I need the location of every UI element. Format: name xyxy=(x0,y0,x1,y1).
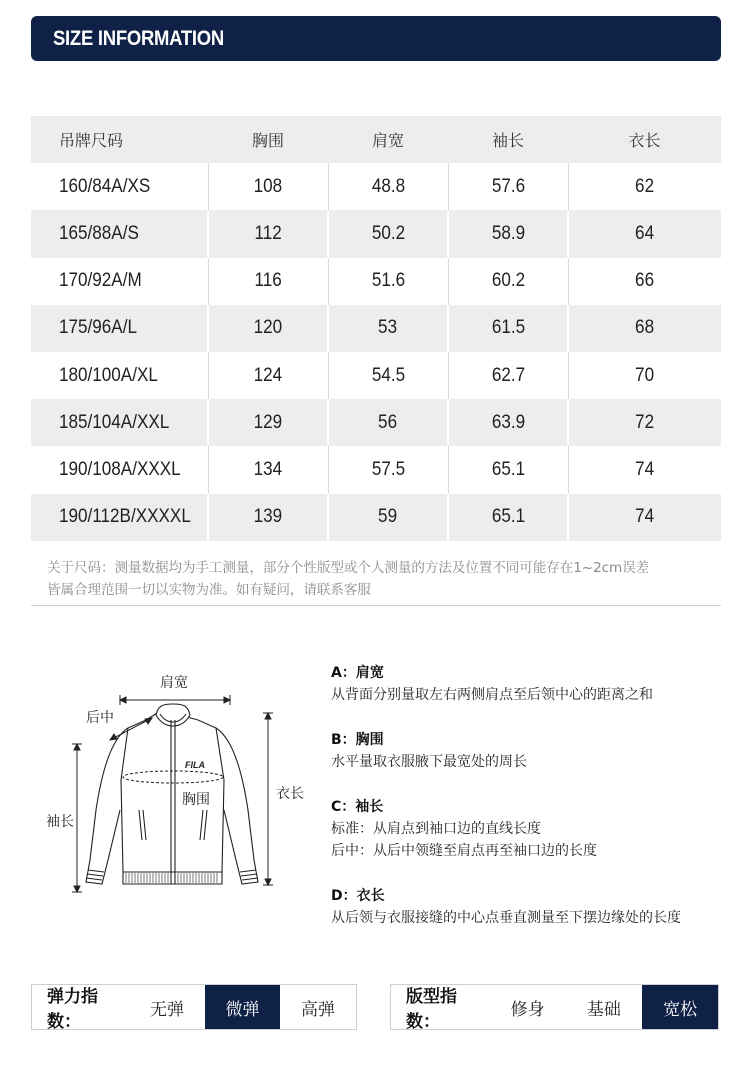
size-info-banner xyxy=(31,16,721,61)
fila-logo: FILA xyxy=(185,760,205,770)
chest-label: 胸围 xyxy=(182,792,210,808)
fit-label: 版型指数： xyxy=(406,987,457,1032)
cell-sleeve xyxy=(448,446,568,493)
cell-chest xyxy=(208,399,328,446)
cell-shoulder xyxy=(328,494,448,541)
cell-length xyxy=(568,163,721,210)
cell-value: 129 xyxy=(253,411,283,433)
cell-length xyxy=(568,305,721,352)
table-row xyxy=(31,352,721,399)
cell-value: 62.7 xyxy=(491,364,525,386)
cell-value: 190/112B/XXXXL xyxy=(59,506,191,528)
cell-value: 190/108A/XXXL xyxy=(59,458,181,480)
note-line-2: 皆属合理范围一切以实物为准。如有疑问，请联系客服 xyxy=(47,582,371,598)
elasticity-option-high[interactable]: 高弹 xyxy=(301,999,335,1020)
definition-sleeve xyxy=(331,796,731,862)
cell-chest xyxy=(208,446,328,493)
elasticity-label: 弹力指数： xyxy=(47,987,98,1032)
definition-text: 后中：从后中领缝至肩点再至袖口边的长度 xyxy=(331,843,597,859)
cell-sleeve xyxy=(448,258,568,305)
cell-value: 170/92A/M xyxy=(59,270,142,292)
cell-shoulder xyxy=(328,258,448,305)
cell-value: 53 xyxy=(378,317,398,339)
cell-value: 74 xyxy=(635,458,655,480)
cell-shoulder xyxy=(328,446,448,493)
cell-value: 60.2 xyxy=(491,270,525,292)
header-chest: 胸围 xyxy=(208,116,328,163)
cell-value: 74 xyxy=(635,506,655,528)
header-sleeve: 袖长 xyxy=(448,116,568,163)
cell-length xyxy=(568,446,721,493)
cell-value: 124 xyxy=(253,364,283,386)
cell-chest xyxy=(208,163,328,210)
cell-value: 64 xyxy=(635,222,655,244)
cell-shoulder xyxy=(328,399,448,446)
cell-sleeve xyxy=(448,163,568,210)
definition-text: 标准：从肩点到袖口边的直线长度 xyxy=(331,821,541,837)
back-center-label: 后中 xyxy=(86,710,114,726)
shoulder-label: 肩宽 xyxy=(160,675,188,691)
cell-value: 62 xyxy=(635,175,655,197)
header-shoulder: 肩宽 xyxy=(328,116,448,163)
cell-value: 70 xyxy=(635,364,655,386)
fit-option-slim[interactable]: 修身 xyxy=(510,999,545,1020)
cell-size xyxy=(31,399,208,446)
cell-value: 57.5 xyxy=(371,458,405,480)
cell-value: 185/104A/XXL xyxy=(59,411,170,433)
cell-value: 50.2 xyxy=(371,222,405,244)
cell-value: 134 xyxy=(253,458,283,480)
cell-value: 175/96A/L xyxy=(59,317,137,339)
definition-text: 从后领与衣服接缝的中心点垂直测量至下摆边缘处的长度 xyxy=(331,910,681,926)
cell-size xyxy=(31,163,208,210)
elasticity-index xyxy=(31,984,357,1030)
cell-chest xyxy=(208,494,328,541)
fit-option-regular[interactable]: 基础 xyxy=(586,999,621,1020)
cell-length xyxy=(568,258,721,305)
elasticity-option-slight[interactable]: 微弹 xyxy=(205,985,280,1029)
definition-chest xyxy=(331,729,731,773)
cell-value: 72 xyxy=(635,411,655,433)
definition-text: 水平量取衣服腋下最宽处的周长 xyxy=(331,754,527,770)
cell-value: 68 xyxy=(635,317,655,339)
definition-text: 从背面分别量取左右两侧肩点至后领中心的距离之和 xyxy=(331,687,653,703)
header-length: 衣长 xyxy=(568,116,721,163)
sleeve-label: 袖长 xyxy=(46,814,74,830)
cell-size xyxy=(31,210,208,257)
table-row xyxy=(31,446,721,493)
definition-shoulder xyxy=(331,662,731,706)
cell-value: 116 xyxy=(254,270,282,292)
cell-chest xyxy=(208,305,328,352)
definition-title: D：衣长 xyxy=(331,888,385,904)
definition-title: B：胸围 xyxy=(331,732,384,748)
cell-length xyxy=(568,494,721,541)
length-label: 衣长 xyxy=(276,786,304,802)
cell-value: 48.8 xyxy=(371,175,405,197)
fit-option-loose[interactable]: 宽松 xyxy=(642,985,718,1029)
table-row xyxy=(31,210,721,257)
table-row xyxy=(31,258,721,305)
cell-value: 108 xyxy=(253,175,283,197)
cell-value: 180/100A/XL xyxy=(59,364,158,386)
table-row xyxy=(31,494,721,541)
cell-chest xyxy=(208,352,328,399)
table-row xyxy=(31,163,721,210)
cell-size xyxy=(31,446,208,493)
cell-value: 165/88A/S xyxy=(59,222,139,244)
jacket-svg xyxy=(40,660,310,910)
cell-length xyxy=(568,210,721,257)
cell-value: 65.1 xyxy=(491,458,525,480)
fit-index xyxy=(390,984,719,1030)
table-header-row xyxy=(31,116,721,163)
cell-value: 51.6 xyxy=(371,270,405,292)
table-row xyxy=(31,399,721,446)
cell-shoulder xyxy=(328,352,448,399)
cell-chest xyxy=(208,210,328,257)
measurement-definitions xyxy=(331,662,731,952)
definition-title: A：肩宽 xyxy=(331,665,384,681)
cell-value: 54.5 xyxy=(371,364,405,386)
cell-length xyxy=(568,352,721,399)
cell-value: 61.5 xyxy=(491,317,525,339)
divider xyxy=(31,605,721,606)
cell-shoulder xyxy=(328,305,448,352)
cell-sleeve xyxy=(448,352,568,399)
cell-value: 160/84A/XS xyxy=(59,175,151,197)
cell-shoulder xyxy=(328,210,448,257)
cell-size xyxy=(31,258,208,305)
size-table xyxy=(31,116,721,541)
cell-size xyxy=(31,494,208,541)
definition-length xyxy=(331,885,731,929)
size-note xyxy=(47,557,719,601)
cell-value: 57.6 xyxy=(491,175,525,197)
cell-value: 59 xyxy=(378,506,398,528)
jacket-diagram xyxy=(40,660,310,910)
banner-title: SIZE INFORMATION xyxy=(53,26,224,50)
table-row xyxy=(31,305,721,352)
cell-length xyxy=(568,399,721,446)
cell-sleeve xyxy=(448,210,568,257)
cell-value: 58.9 xyxy=(491,222,525,244)
cell-sleeve xyxy=(448,494,568,541)
cell-value: 139 xyxy=(253,506,283,528)
cell-size xyxy=(31,352,208,399)
cell-value: 65.1 xyxy=(491,506,525,528)
cell-value: 66 xyxy=(635,270,655,292)
cell-sleeve xyxy=(448,305,568,352)
cell-value: 112 xyxy=(254,222,282,244)
cell-value: 63.9 xyxy=(491,411,525,433)
cell-value: 56 xyxy=(378,411,398,433)
definition-title: C：袖长 xyxy=(331,799,384,815)
note-line-1: 关于尺码：测量数据均为手工测量，部分个性版型或个人测量的方法及位置不同可能存在1~2cm误差 xyxy=(47,560,650,576)
cell-shoulder xyxy=(328,163,448,210)
cell-size xyxy=(31,305,208,352)
cell-sleeve xyxy=(448,399,568,446)
cell-value: 120 xyxy=(253,317,283,339)
elasticity-option-none[interactable]: 无弹 xyxy=(150,999,184,1020)
header-size: 吊牌尺码 xyxy=(31,116,208,163)
cell-chest xyxy=(208,258,328,305)
